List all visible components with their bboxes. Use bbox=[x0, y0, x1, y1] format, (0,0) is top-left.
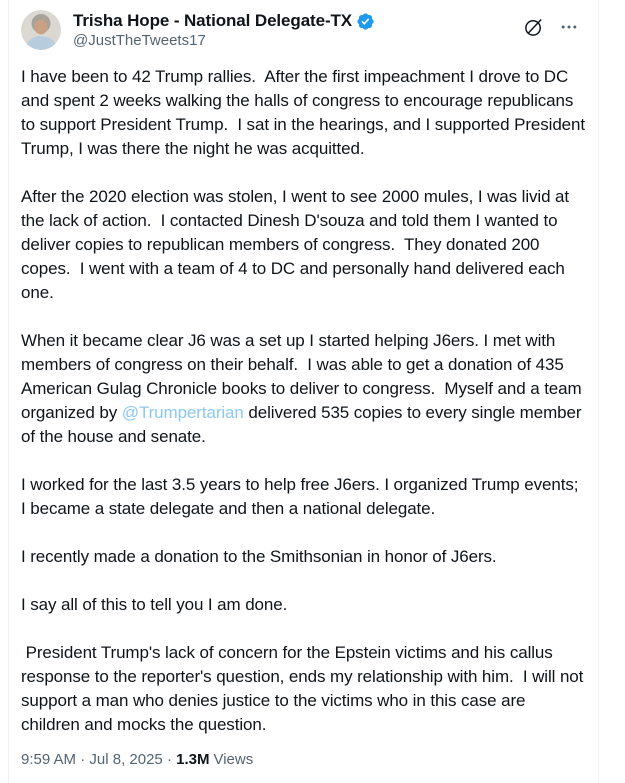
text-segment: I have been to 42 Trump rallies. After the first impeachment I drove to DC and spent 2 weeks walking the halls of congress to encourage republicans to support President Trump. I sat in the hearings, and I supported President Trump, I was there the night he was acquitted. bbox=[21, 67, 590, 158]
header-actions bbox=[522, 10, 586, 38]
grok-actions-button[interactable] bbox=[522, 16, 544, 38]
verified-badge-icon bbox=[356, 12, 375, 31]
timestamp-time: 9:59 AM bbox=[21, 751, 77, 768]
tweet-paragraph bbox=[21, 641, 586, 737]
text-segment: delivered 535 copies to every single member of the house and senate. bbox=[21, 403, 587, 446]
avatar-photo bbox=[21, 10, 61, 50]
views-label: Views bbox=[213, 751, 254, 768]
tweet-paragraph bbox=[21, 473, 586, 521]
tweet-card bbox=[8, 0, 599, 783]
footer-dot: · bbox=[76, 751, 90, 768]
mention-link[interactable]: @Trumpertarian bbox=[121, 403, 244, 422]
text-segment: After the 2020 election was stolen, I went to see 2000 mules, I was livid at the lack of action. I contacted Dinesh D'souza and told them I wanted to deliver copies to republican members of congress. They donated 200 copes. I went with a team of 4 to DC and personally hand delivered each one. bbox=[21, 187, 574, 302]
more-menu-button[interactable] bbox=[558, 16, 580, 38]
user-info bbox=[73, 10, 522, 49]
avatar[interactable] bbox=[21, 10, 61, 50]
tweet-footer bbox=[21, 751, 586, 768]
tweet-paragraph bbox=[21, 185, 586, 305]
tweet-paragraph bbox=[21, 65, 590, 161]
views-count: 1.3M bbox=[176, 751, 210, 768]
user-handle[interactable]: @JustTheTweets17 bbox=[73, 32, 206, 49]
tweet-text bbox=[21, 65, 590, 737]
text-segment: When it became clear J6 was a set up I started helping J6ers. I met with members of congress on their behalf. I was able to get a donation of 435 American Gulag Chronicle books to deliver to congress. Myself and a team organized by bbox=[21, 331, 587, 422]
display-name[interactable]: Trisha Hope - National Delegate-TX bbox=[73, 11, 353, 30]
tweet-header bbox=[21, 10, 586, 50]
more-ellipsis-icon bbox=[559, 17, 579, 37]
tweet-paragraph bbox=[21, 329, 586, 449]
grok-icon bbox=[523, 17, 544, 38]
text-segment: I recently made a donation to the Smithsonian in honor of J6ers. bbox=[21, 547, 497, 566]
text-segment: I worked for the last 3.5 years to help free J6ers. I organized Trump events; I became a state delegate and then a national delegate. bbox=[21, 475, 583, 518]
footer-dot: · bbox=[162, 751, 177, 768]
timestamp-date: Jul 8, 2025 bbox=[89, 751, 163, 768]
text-segment: I say all of this to tell you I am done. bbox=[21, 595, 288, 614]
tweet-paragraph bbox=[21, 593, 586, 617]
name-row bbox=[73, 11, 522, 31]
text-segment: President Trump's lack of concern for the Epstein victims and his callus response to the reporter's question, ends my relationship with him. I will not support a man who denies justice to the victims who in this case are children and mocks the question. bbox=[21, 643, 588, 734]
tweet-paragraph bbox=[21, 545, 586, 569]
